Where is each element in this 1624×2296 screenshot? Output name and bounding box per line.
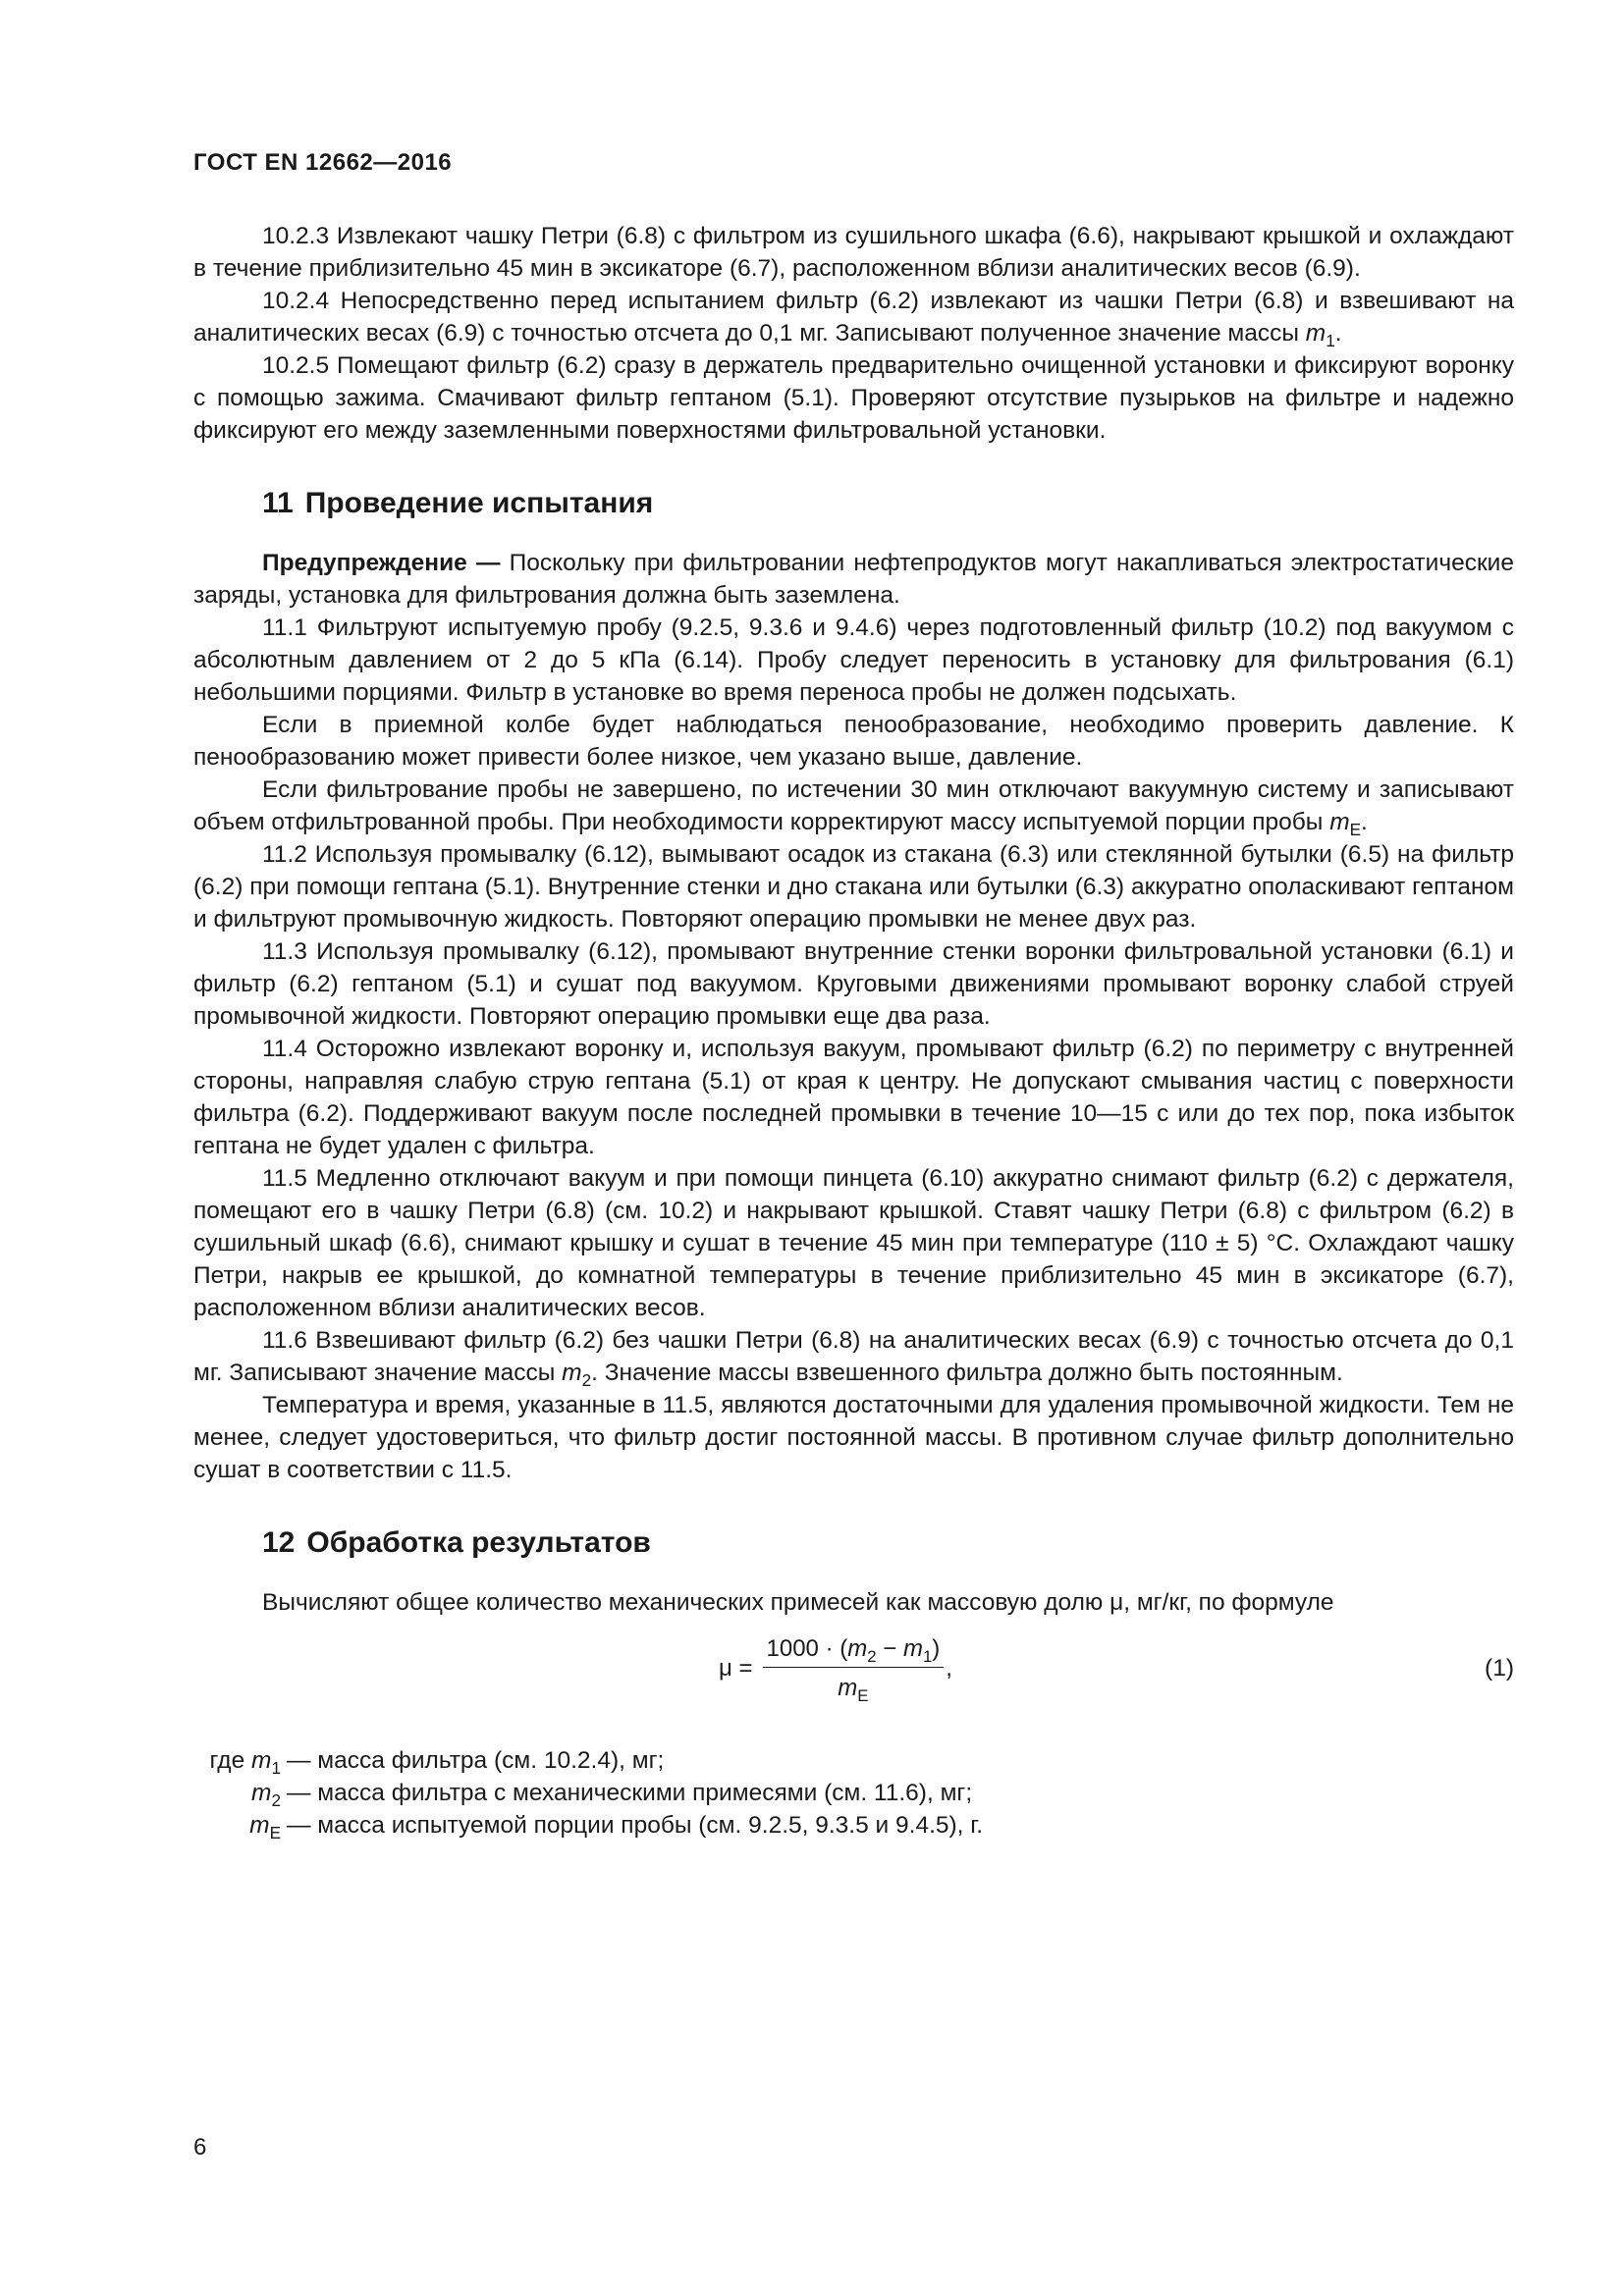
warning-label: Предупреждение — [262,550,501,576]
standard-header: ГОСТ EN 12662—2016 [193,149,453,176]
document-page [193,0,1514,2296]
paragraph-11-4: 11.4 Осторожно извлекают воронку и, используя вакуум, промывают фильтр (6.2) по периметру с внутренней стороны, направляя слабую струю гептана (5.1) от края к центру. Не допускают смывания частиц с поверхности фильтра (6.2). Поддерживают вакуум после последней промывки в течение 10—15 с или до тех пор, пока избыток гептана не будет удален с фильтра. [193,1036,1514,1159]
equation-number: (1) [1485,1655,1514,1682]
formula-fraction [763,1632,945,1704]
section-12-heading: 12 Обработка результатов [262,1526,651,1559]
paragraph-formula-intro: Вычисляют общее количество механических примесей как массовую долю μ, мг/кг, по формуле [262,1589,1334,1616]
formula-lhs: μ = [719,1655,753,1682]
definition-m2: $m_2$ — масса фильтра с механическими примесями (см. 11.6), мг; [251,1780,973,1810]
document-body [193,220,1514,1842]
formula-numerator: $1000 \cdot (m_2 - m_1)$ [763,1632,945,1668]
paragraph-incomplete-filtration: Если фильтрование пробы не завершено, по истечении 30 мин отключают вакуумную систему и записывают объем отфильтрованной пробы. При необходимости корректируют массу испытуемой порции пробы $m_E$. [193,776,1514,839]
formula-block [193,1625,1514,1723]
formula: μ = $\frac{1000 \cdot (m_2 - m_1)}{m_E}$ , [719,1632,952,1704]
paragraph-foam: Если в приемной колбе будет наблюдаться пенообразование, необходимо проверить давление. К пенообразованию может привести более низкое, чем указано выше, давление. [193,712,1514,771]
page-number: 6 [193,2134,207,2161]
formula-denominator: $m_E$ [838,1675,869,1705]
paragraph-11-5: 11.5 Медленно отключают вакуум и при помощи пинцета (6.10) аккуратно снимают фильтр (6.2) с держателя, помещают его в чашку Петри (6.8) (см. 10.2) и накрывают крышкой. Ставят чашку Петри (6.8) с фильтром (6.2) в сушильный шкаф (6.6), снимают крышку и сушат в течение 45 мин при температуре (110 ± 5) °С. Охлаждают чашку Петри, накрыв ее крышкой, до комнатной температуры в течение приблизительно 45 мин в эксикаторе (6.7), расположенном вблизи аналитических весов. [193,1165,1514,1321]
paragraph-10-2-4: 10.2.4 Непосредственно перед испытанием фильтр (6.2) извлекают из чашки Петри (6.8) и взвешивают на аналитических весах (6.9) с точностью отсчета до 0,1 мг. Записывают полученное значение массы $m_1$. [193,288,1514,350]
paragraph-10-2-3: 10.2.3 Извлекают чашку Петри (6.8) с фильтром из сушильного шкафа (6.6), накрывают крышкой и охлаждают в течение приблизительно 45 мин в эксикаторе (6.7), расположенном вблизи аналитических весов (6.9). [193,223,1514,282]
paragraph-11-2: 11.2 Используя промывалку (6.12), вымывают осадок из стакана (6.3) или стеклянной бутылки (6.5) на фильтр (6.2) при помощи гептана (5.1). Внутренние стенки и дно стакана или бутылки (6.3) аккуратно ополаскивают гептаном и фильтруют промывочную жидкость. Повторяют операцию промывки не менее двух раз. [193,841,1514,933]
paragraph-temperature: Температура и время, указанные в 11.5, являются достаточными для удаления промывочной жидкости. Тем не менее, следует удостовериться, что фильтр достиг постоянной массы. В противном случае фильтр дополнительно сушат в соответствии с 11.5. [193,1392,1514,1483]
paragraph-11-3: 11.3 Используя промывалку (6.12), промывают внутренние стенки воронки фильтровальной установки (6.1) и фильтр (6.2) гептаном (5.1) и сушат под вакуумом. Круговыми движениями промывают воронку слабой струей промывочной жидкости. Повторяют операцию промывки еще два раза. [193,938,1514,1030]
definition-mE: $m_E$ — масса испытуемой порции пробы (см. 9.2.5, 9.3.5 и 9.4.5), г. [249,1812,984,1842]
paragraph-10-2-5: 10.2.5 Помещают фильтр (6.2) сразу в держатель предварительно очищенной установки и фиксируют воронку с помощью зажима. Смачивают фильтр гептаном (5.1). Проверяют отсутствие пузырьков на фильтре и надежно фиксируют его между заземленными поверхностями фильтровальной установки. [193,352,1514,444]
variable-mE: m [1329,809,1350,835]
variable-definitions [193,1744,1514,1842]
variable-m1: m [1305,320,1326,347]
variable-m2: m [562,1360,582,1386]
section-11-heading: 11 Проведение испытания [262,487,654,519]
paragraph-11-1: 11.1 Фильтруют испытуемую пробу (9.2.5, 9.3.6 и 9.4.6) через подготовленный фильтр (10.2) под вакуумом с абсолютным давлением от 2 до 5 кПа (6.14). Пробу следует переносить в установку для фильтрования (6.1) небольшими порциями. Фильтр в установке во время переноса пробы не должен подсыхать. [193,614,1514,706]
warning-paragraph: Предупреждение — Поскольку при фильтровании нефтепродуктов могут накапливаться электростатические заряды, установка для фильтрования должна быть заземлена. [193,550,1514,609]
paragraph-11-6: 11.6 Взвешивают фильтр (6.2) без чашки Петри (6.8) на аналитических весах (6.9) с точностью отсчета до 0,1 мг. Записывают значение массы $m_2$. Значение массы взвешенного фильтра должно быть постоянным. [193,1327,1514,1390]
definition-m1: где $m_1$ — масса фильтра (см. 10.2.4), мг; [209,1747,665,1778]
